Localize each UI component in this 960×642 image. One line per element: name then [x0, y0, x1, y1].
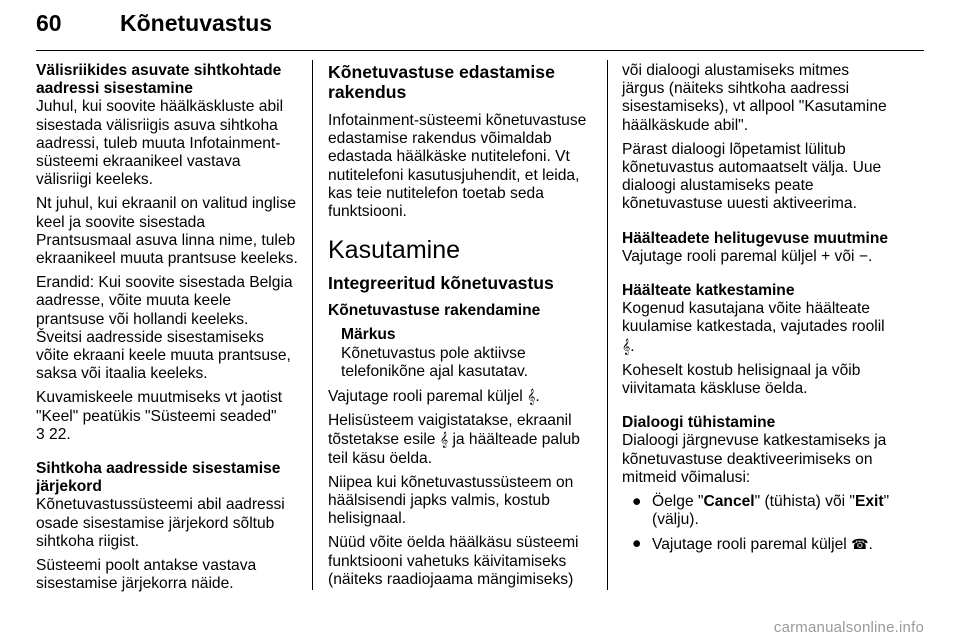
bullet-icon: ●: [632, 493, 642, 511]
paragraph: Süsteemi poolt antakse vastava sisestamise järjekorra näide.: [36, 557, 257, 593]
subsection-heading: Integreeritud kõnetuvastus: [328, 273, 554, 294]
paragraph: Nt juhul, kui ekraanil on valitud inglise keel ja soovite sisestada Prantsusmaal asuva linna nime, tuleb ekraanikeel muuta prantsuse keeleks.: [36, 195, 298, 268]
paragraph: Juhul, kui soovite häälkäskluste abil sisestada välisriigis asuva sihtkoha aadressi, tuleb muuta Infotainment-süsteemi ekraanikeel vastava välisriigi keeleks.: [36, 98, 284, 189]
bullet-list: [622, 493, 894, 555]
section-heading: Sihtkoha aadresside sisestamise järjekord: [36, 460, 281, 496]
bullet-icon: ●: [632, 535, 642, 553]
paragraph: Kogenud kasutajana võite häälteate kuulamise katkestada, vajutades roolil 𝄞.: [622, 300, 885, 355]
paragraph: Kuvamiskeele muutmiseks vt jaotist "Keel" peatükis "Süsteemi seaded" 3 22.: [36, 389, 283, 443]
paragraph: või dialoogi alustamiseks mitmes järgus (näiteks sihtkoha aadressi sisestamiseks), vt allpool "Kasutamine häälkäskude abil".: [622, 62, 887, 134]
section-heading: Häälteate katkestamine: [622, 282, 795, 300]
hang-up-icon: ☎: [851, 536, 869, 553]
section-heading: Kõnetuvastuse edastamise rakendus: [328, 62, 555, 102]
note-text: Kõnetuvastus pole aktiivse telefonikõne ajal kasutatav.: [341, 344, 528, 380]
watermark: carmanualsonline.info: [773, 619, 924, 636]
paragraph: Nüüd võite öelda häälkäsu süsteemi funktsiooni vahetuks käivitamiseks (näiteks raadiojaama mängimiseks): [328, 534, 579, 588]
list-item: ● Vajutage rooli paremal küljel ☎.: [632, 535, 873, 554]
paragraph: Vajutage rooli paremal küljel + või −.: [622, 247, 873, 265]
paragraph: Pärast dialoogi lõpetamist lülitub kõnetuvastus automaatselt välja. Uue dialoogi alustamiseks peate kõnetuvastuse uuesti aktiveerima.: [622, 140, 882, 213]
voice-command-icon: 𝄞: [439, 431, 449, 448]
column-right: [622, 62, 894, 561]
command-exit: Exit: [854, 493, 884, 511]
page-header: [36, 0, 924, 51]
section-heading: Välisriikides asuvate sihtkohtade aadressi sisestamine: [36, 62, 282, 98]
note-box: [328, 326, 593, 381]
paragraph: Niipea kui kõnetuvastussüsteem on häälsisendi japks valmis, kostub helisignaal.: [328, 473, 574, 528]
column-divider: [607, 60, 608, 590]
chapter-title: Kõnetuvastus: [120, 10, 273, 36]
section-heading: Häälteadete helitugevuse muutmine: [622, 229, 889, 247]
column-middle: [328, 62, 593, 595]
voice-command-icon: 𝄞: [527, 388, 536, 405]
paragraph: Dialoogi järgnevuse katkestamiseks ja kõnetuvastuse deaktiveerimiseks on mitmeid võimalusi:: [622, 432, 887, 486]
list-item: ● Öelge "Cancel" (tühista) või "Exit" (välju).: [632, 493, 890, 529]
paragraph: Koheselt kostub helisignaal ja võib viivitamata käskluse öelda.: [622, 361, 861, 398]
note-title: Märkus: [341, 326, 396, 344]
column-divider: [312, 60, 313, 590]
column-left: [36, 62, 298, 599]
reference-arrow-icon: 3: [36, 425, 45, 443]
topic-heading: Kõnetuvastuse rakendamine: [328, 302, 541, 320]
page-reference[interactable]: 22.: [49, 425, 71, 443]
paragraph: Erandid: Kui soovite sisestada Belgia aadresse, võite muuta keele prantsuse või hollandi keeleks. Šveitsi aadresside sisestamiseks võite ekraani keele muuta prantsuse, saksa või itaalia keeleks.: [36, 274, 293, 383]
plus-icon: +: [821, 247, 831, 265]
paragraph: Infotainment-süsteemi kõnetuvastuse edastamise rakendus võimaldab edastada häälkäske nutitelefoni. Vt nutitelefoni kasutusjuhendit, et leida, kas teie nutitelefon toetab seda funktsiooni.: [328, 112, 587, 221]
section-heading: Dialoogi tühistamine: [622, 414, 776, 432]
voice-command-icon: 𝄞: [622, 337, 631, 354]
command-cancel: Cancel: [703, 493, 755, 511]
chapter-section-title: Kasutamine: [328, 236, 461, 265]
paragraph: Vajutage rooli paremal küljel 𝄞.: [328, 388, 540, 406]
page-number: 60: [36, 10, 62, 36]
minus-icon: −: [858, 247, 868, 265]
paragraph: Kõnetuvastussüsteemi abil aadressi osade sisestamise järjekord sõltub sihtkoha riigist.: [36, 496, 285, 550]
paragraph: Helisüsteem vaigistatakse, ekraanil tõstetakse esile 𝄞 ja häälteade palub teil käsu öelda.: [328, 412, 580, 467]
